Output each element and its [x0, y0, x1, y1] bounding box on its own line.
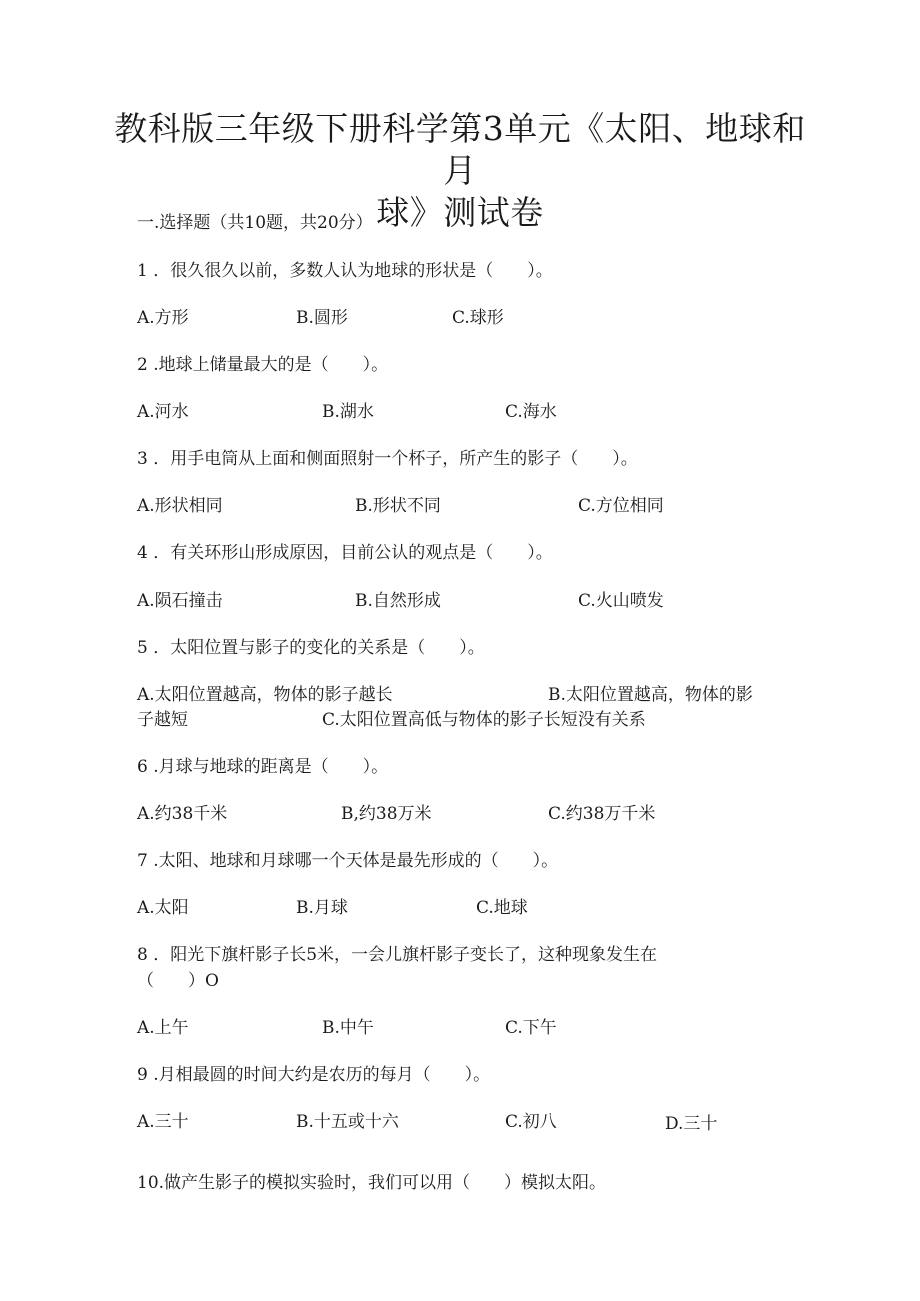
option-c: C.初八: [505, 1112, 557, 1132]
option-c: C.方位相同: [578, 496, 664, 516]
option-b: B,约38万米: [341, 804, 432, 824]
question-stem: 10.做产生影子的模拟实验时，我们可以用（ ）模拟太阳。: [137, 1173, 607, 1193]
option-a: A.方形: [137, 308, 189, 328]
section-heading: 一.选择题（共10题，共20分）: [137, 213, 373, 233]
option-b: B.圆形: [296, 308, 348, 328]
question-stem: 9 .月相最圆的时间大约是农历的每月（ ）。: [137, 1065, 491, 1085]
question-stem-continued: （ ）O: [137, 971, 219, 991]
option-c: C.海水: [505, 402, 557, 422]
option-c: C.球形: [452, 308, 504, 328]
option-a: A.形状相同: [137, 496, 223, 516]
option-b: B.月球: [296, 898, 348, 918]
option-b: B.十五或十六: [296, 1112, 399, 1132]
option-a: A.太阳位置越高，物体的影子越长: [137, 685, 393, 705]
option-c: C.地球: [476, 898, 528, 918]
option-a: A.三十: [137, 1112, 189, 1132]
question-stem: 5 ．太阳位置与影子的变化的关系是（ ）。: [137, 638, 485, 658]
option-a: A.上午: [137, 1018, 189, 1038]
option-a: A.太阳: [137, 898, 189, 918]
option-c: C.下午: [505, 1018, 557, 1038]
option-a: A.约38千米: [137, 804, 228, 824]
option-a: A.陨石撞击: [137, 591, 223, 611]
option-d: D.三十: [665, 1114, 718, 1134]
question-stem: 1 ．很久很久以前，多数人认为地球的形状是（ ）。: [137, 261, 553, 281]
question-stem: 4 ．有关环形山形成原因，目前公认的观点是（ ）。: [137, 543, 553, 563]
option-a: A.河水: [137, 402, 189, 422]
question-stem: 3 ．用手电筒从上面和侧面照射一个杯子，所产生的影子（ ）。: [137, 449, 638, 469]
option-b: B.形状不同: [355, 496, 441, 516]
title-line-2: 球》测试卷: [376, 193, 544, 232]
option-b: B.太阳位置越高，物体的影: [548, 685, 753, 705]
option-c: C.火山喷发: [578, 591, 664, 611]
question-stem: 6 .月球与地球的距离是（ ）。: [137, 757, 389, 777]
option-b: B.中午: [322, 1018, 374, 1038]
title-line-1: 教科版三年级下册科学第3单元《太阳、地球和月: [114, 109, 806, 190]
option-b-continued: 子越短: [137, 710, 188, 730]
option-c: C.太阳位置高低与物体的影子长短没有关系: [322, 710, 646, 730]
question-stem: 2 .地球上储量最大的是（ ）。: [137, 355, 389, 375]
question-stem: 8 ．阳光下旗杆影子长5米，一会儿旗杆影子变长了，这种现象发生在: [137, 945, 658, 965]
option-c: C.约38万千米: [548, 804, 656, 824]
option-b: B.湖水: [322, 402, 374, 422]
question-stem: 7 .太阳、地球和月球哪一个天体是最先形成的（ ）。: [137, 851, 559, 871]
option-b: B.自然形成: [355, 591, 441, 611]
